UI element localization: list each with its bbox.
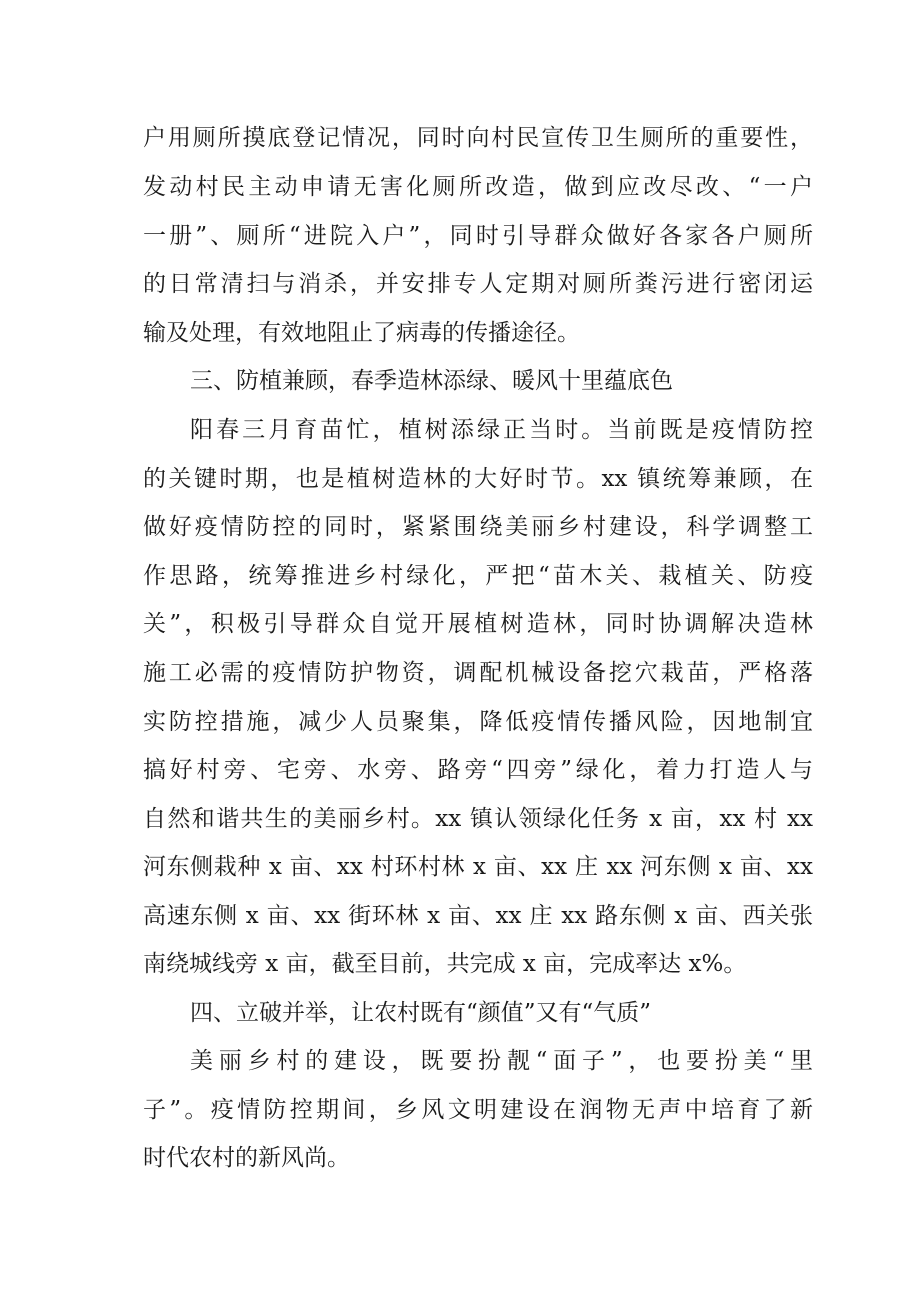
body-line: 阳春三月育苗忙，植树添绿正当时。当前既是疫情防控 [190, 417, 813, 443]
body-line: 的关键时期，也是植树造林的大好时节。xx 镇统筹兼顾，在 [143, 466, 813, 492]
body-line: 输及处理，有效地阻止了病毒的传播途径。 [143, 320, 580, 346]
body-line: 一册”、厕所“进院入户”，同时引导群众做好各家各户厕所 [143, 223, 813, 249]
body-line: 时代农村的新风尚。 [143, 1145, 350, 1171]
body-line: 实防控措施，减少人员聚集，降低疫情传播风险，因地制宜 [143, 709, 813, 735]
body-line: 施工必需的疫情防护物资，调配机械设备挖穴栽苗，严格落 [143, 660, 813, 686]
body-line: 户用厕所摸底登记情况，同时向村民宣传卫生厕所的重要性， [143, 125, 813, 151]
body-line: 子”。疫情防控期间，乡风文明建设在润物无声中培育了新 [143, 1097, 813, 1123]
body-line: 作思路，统筹推进乡村绿化，严把“苗木关、栽植关、防疫 [143, 563, 813, 589]
body-line: 南绕城线旁 x 亩，截至目前，共完成 x 亩，完成率达 x%。 [143, 951, 747, 977]
body-line: 自然和谐共生的美丽乡村。xx 镇认领绿化任务 x 亩，xx 村 xx [143, 806, 813, 832]
section-heading: 三、防植兼顾，春季造林添绿、暖风十里蕴底色 [190, 368, 673, 394]
body-line: 高速东侧 x 亩、xx 街环林 x 亩、xx 庄 xx 路东侧 x 亩、西关张 [143, 903, 813, 929]
body-line: 河东侧栽种 x 亩、xx 村环村林 x 亩、xx 庄 xx 河东侧 x 亩、xx [143, 854, 813, 880]
body-line: 关”，积极引导群众自觉开展植树造林，同时协调解决造林 [143, 611, 813, 637]
body-line: 的日常清扫与消杀，并安排专人定期对厕所粪污进行密闭运 [143, 271, 813, 297]
body-line: 做好疫情防控的同时，紧紧围绕美丽乡村建设，科学调整工 [143, 514, 813, 540]
body-line: 美丽乡村的建设，既要扮靓“面子”，也要扮美“里 [190, 1048, 813, 1074]
body-line: 搞好村旁、宅旁、水旁、路旁“四旁”绿化，着力打造人与 [143, 757, 813, 783]
body-line: 发动村民主动申请无害化厕所改造，做到应改尽改、“一户 [143, 174, 813, 200]
section-heading: 四、立破并举，让农村既有“颜值”又有“气质” [190, 1000, 652, 1026]
